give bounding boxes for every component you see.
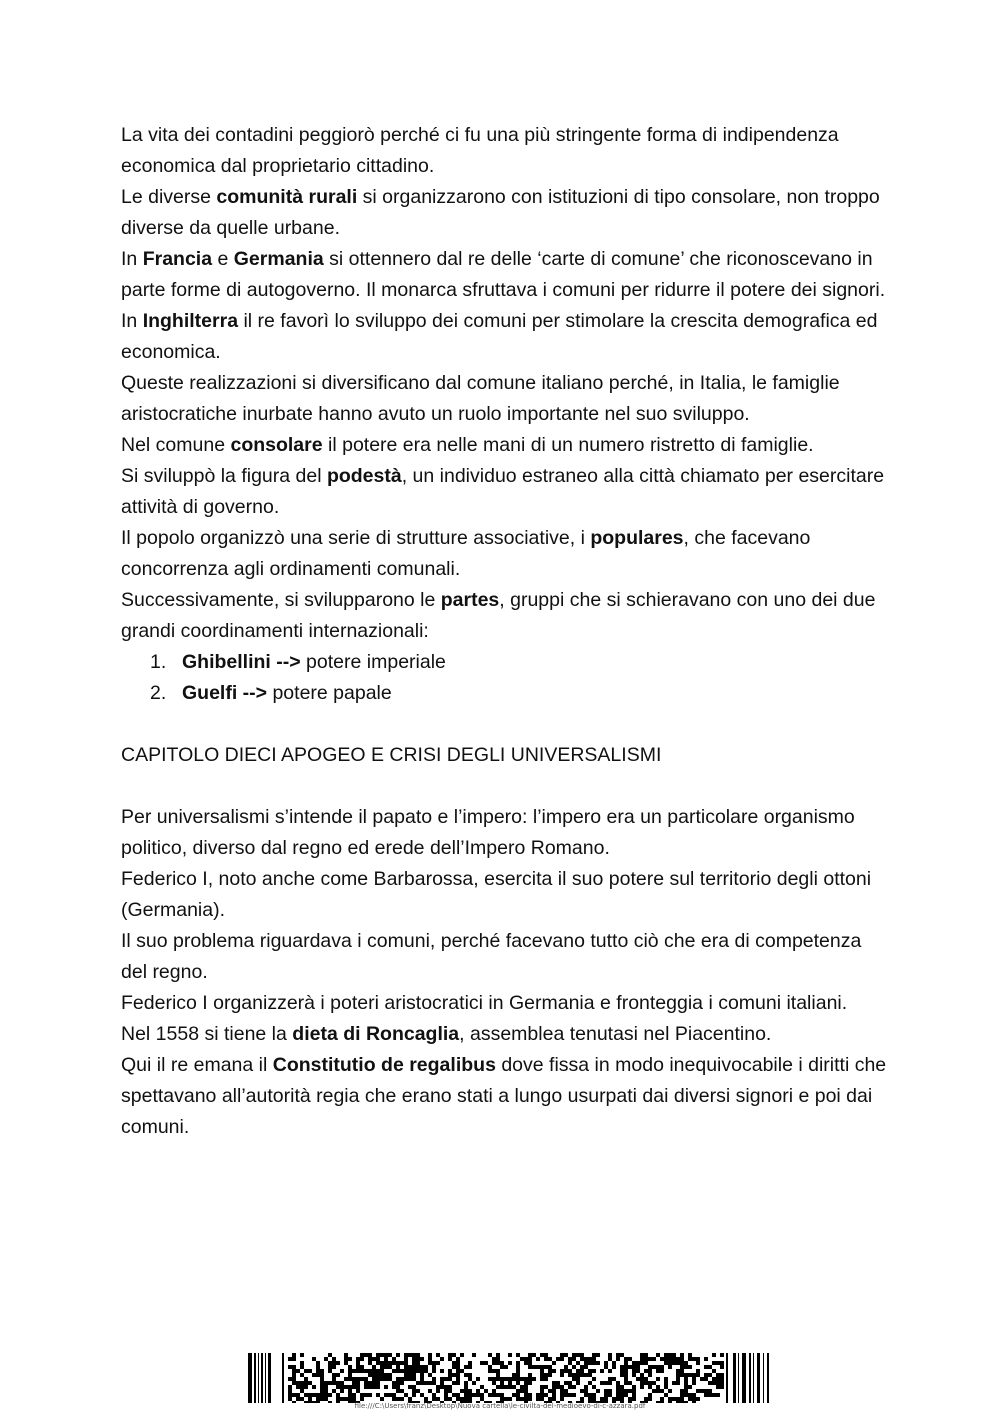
list-item-text bbox=[150, 647, 446, 678]
bold-term: Germania bbox=[233, 248, 324, 270]
text-run: Il suo problema riguardava i comuni, perché facevano tutto ciò che era di competenza del regno. bbox=[121, 930, 862, 983]
text-run: potere papale bbox=[267, 682, 392, 704]
text-run: , che facevano concorrenza agli ordinamenti comunali. bbox=[121, 527, 811, 580]
text-run: dove fissa in modo inequivocabile i diritti che spettavano all’autorità regia che erano stati a lungo usurpati dai diversi signori e poi dai comuni. bbox=[121, 1054, 887, 1138]
text-run: Successivamente, si svilupparono le bbox=[121, 589, 441, 611]
text-run: Il popolo organizzò una serie di strutture associative, i bbox=[121, 527, 591, 549]
paragraph bbox=[121, 1050, 891, 1143]
paragraph bbox=[121, 120, 891, 182]
text-run: Federico I, noto anche come Barbarossa, esercita il suo potere sul territorio degli ottoni (Germania). bbox=[121, 868, 872, 921]
chapter-heading: CAPITOLO DIECI APOGEO E CRISI DEGLI UNIVERSALISMI bbox=[121, 744, 662, 766]
paragraphs-top bbox=[121, 120, 891, 647]
page-body bbox=[121, 120, 891, 1143]
text-run: si organizzarono con istituzioni di tipo consolare, non troppo diverse da quelle urbane. bbox=[121, 186, 880, 239]
list-item bbox=[121, 678, 891, 709]
bold-term: Guelfi --> bbox=[182, 682, 268, 704]
list-number: 1. bbox=[150, 651, 167, 673]
text-run: Nel 1558 si tiene la bbox=[121, 1023, 293, 1045]
list-number: 2. bbox=[150, 682, 167, 704]
barcode bbox=[248, 1353, 773, 1403]
text-run: Queste realizzazioni si diversificano dal comune italiano perché, in Italia, le famiglie aristocratiche inurbate hanno avuto un ruolo importante nel suo sviluppo. bbox=[121, 372, 840, 425]
text-run: il re favorì lo sviluppo dei comuni per stimolare la crescita demografica ed economica. bbox=[121, 310, 878, 363]
paragraph bbox=[121, 306, 891, 368]
text-run: e bbox=[212, 248, 234, 270]
paragraph bbox=[121, 182, 891, 244]
paragraph bbox=[121, 1019, 891, 1050]
text-run: In bbox=[121, 310, 143, 332]
bold-term: podestà bbox=[326, 465, 402, 487]
bold-term: partes bbox=[440, 589, 500, 611]
paragraph bbox=[121, 926, 891, 988]
bold-term: Inghilterra bbox=[142, 310, 239, 332]
paragraph bbox=[121, 244, 891, 306]
list-item-text bbox=[150, 678, 392, 709]
paragraph bbox=[121, 864, 891, 926]
bold-term: Francia bbox=[142, 248, 213, 270]
bold-term: Ghibellini --> bbox=[182, 651, 301, 673]
paragraph bbox=[121, 988, 891, 1019]
text-run: potere imperiale bbox=[300, 651, 446, 673]
paragraph bbox=[121, 802, 891, 864]
barcode-graphic bbox=[248, 1353, 773, 1403]
text-run: , assemblea tenutasi nel Piacentino. bbox=[459, 1023, 772, 1045]
text-run: Nel comune bbox=[121, 434, 231, 456]
paragraph bbox=[121, 430, 891, 461]
text-run: Le diverse bbox=[121, 186, 217, 208]
paragraph bbox=[121, 523, 891, 585]
text-run: In bbox=[121, 248, 143, 270]
footer-file-path: file:///C:\Users\franz\Desktop\Nuova cartella\le-civilta-del-medioevo-di-c-azzara.pdf bbox=[354, 1402, 646, 1410]
paragraphs-bottom bbox=[121, 802, 891, 1143]
text-run: La vita dei contadini peggiorò perché ci fu una più stringente forma di indipendenza economica dal proprietario cittadino. bbox=[121, 124, 839, 177]
text-run: il potere era nelle mani di un numero ristretto di famiglie. bbox=[322, 434, 814, 456]
partes-list bbox=[121, 647, 891, 709]
bold-term: consolare bbox=[230, 434, 323, 456]
text-run: , un individuo estraneo alla città chiamato per esercitare attività di governo. bbox=[121, 465, 885, 518]
text-run: si ottennero dal re delle ‘carte di comune’ che riconoscevano in parte forme di autogoverno. Il monarca sfruttava i comuni per ridurre il potere dei signori. bbox=[121, 248, 886, 301]
bold-term: comunità rurali bbox=[216, 186, 358, 208]
paragraph bbox=[121, 585, 891, 647]
paragraph bbox=[121, 368, 891, 430]
text-run: Per universalismi s’intende il papato e l’impero: l’impero era un particolare organismo politico, diverso dal regno ed erede dell’Impero Romano. bbox=[121, 806, 855, 859]
text-run: Qui il re emana il bbox=[121, 1054, 273, 1076]
text-run: Federico I organizzerà i poteri aristocratici in Germania e fronteggia i comuni italiani. bbox=[121, 992, 848, 1014]
text-run: , gruppi che si schieravano con uno dei due grandi coordinamenti internazionali: bbox=[121, 589, 876, 642]
text-run: Si sviluppò la figura del bbox=[121, 465, 327, 487]
bold-term: Constitutio de regalibus bbox=[272, 1054, 496, 1076]
bold-term: dieta di Roncaglia bbox=[292, 1023, 460, 1045]
spacer bbox=[121, 709, 891, 740]
paragraph bbox=[121, 461, 891, 523]
bold-term: populares bbox=[590, 527, 684, 549]
list-item bbox=[121, 647, 891, 678]
spacer bbox=[121, 771, 891, 802]
